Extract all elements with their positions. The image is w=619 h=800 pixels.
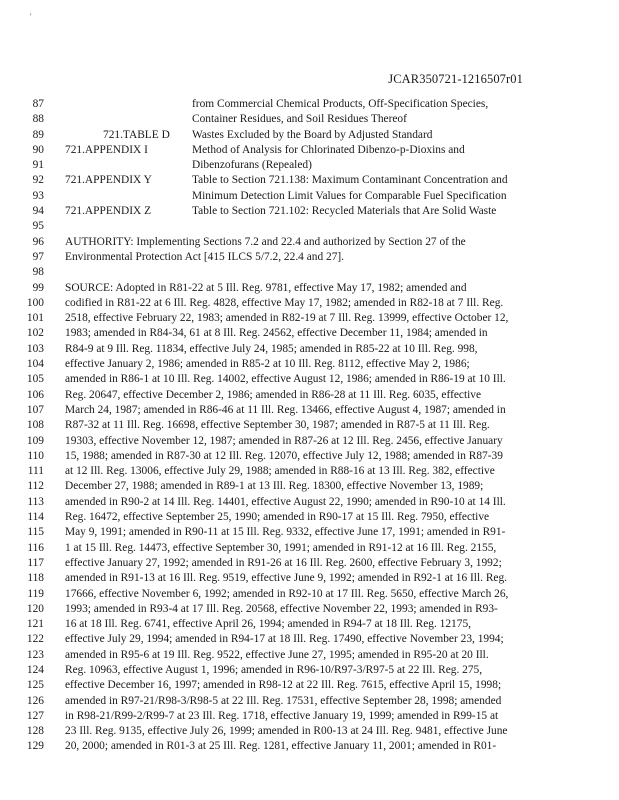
document-line — [0, 418, 619, 433]
line-number: 115 — [27, 526, 44, 539]
line-number: 91 — [32, 159, 44, 172]
line-number: 104 — [26, 358, 44, 371]
line-text: December 27, 1988; amended in R89-1 at 13 Ill. Reg. 18300, effective November 13, 1989; — [65, 480, 484, 493]
document-line — [0, 204, 619, 219]
line-number: 123 — [26, 648, 44, 661]
document-line — [0, 235, 619, 250]
toc-section-ref: 721.APPENDIX Z — [65, 205, 152, 218]
document-line — [0, 709, 619, 724]
line-number: 129 — [26, 740, 44, 753]
document-line — [0, 510, 619, 525]
line-number: 111 — [27, 465, 44, 478]
document-line — [0, 663, 619, 678]
line-number: 93 — [32, 189, 44, 202]
toc-section-title: Wastes Excluded by the Board by Adjusted Standard — [192, 128, 433, 141]
line-text: Reg. 16472, effective September 25, 1990; amended in R90-17 at 15 Ill. Reg. 7950, effective — [65, 511, 490, 524]
line-number: 126 — [26, 694, 44, 707]
line-number: 105 — [26, 373, 44, 386]
line-number: 112 — [27, 480, 44, 493]
line-number: 110 — [27, 449, 44, 462]
line-number: 127 — [26, 709, 44, 722]
line-text: March 24, 1987; amended in R86-46 at 11 Ill. Reg. 13466, effective August 4, 1987; amended in — [65, 403, 506, 416]
line-number: 120 — [26, 602, 44, 615]
line-number: 103 — [26, 342, 44, 355]
line-text: effective January 27, 1992; amended in R91-26 at 16 Ill. Reg. 2600, effective February 3, 1992; — [65, 556, 502, 569]
document-line — [0, 112, 619, 127]
line-text: amended in R86-1 at 10 Ill. Reg. 14002, effective August 12, 1986; amended in R86-19 at 10 Ill. — [65, 373, 506, 386]
document-line — [0, 403, 619, 418]
line-number: 125 — [26, 679, 44, 692]
line-text: R87-32 at 11 Ill. Reg. 16698, effective September 30, 1987; amended in R87-5 at 11 Ill. Reg. — [65, 419, 490, 432]
line-text: AUTHORITY: Implementing Sections 7.2 and 22.4 and authorized by Section 27 of the — [65, 235, 466, 248]
document-line — [0, 311, 619, 326]
document-line — [0, 678, 619, 693]
line-number: 114 — [27, 511, 44, 524]
line-number: 96 — [32, 235, 44, 248]
line-text: Environmental Protection Act [415 ILCS 5/7.2, 22.4 and 27]. — [65, 250, 345, 263]
line-text: codified in R81-22 at 6 Ill. Reg. 4828, effective May 17, 1982; amended in R82-18 at 7 Ill. Reg. — [65, 296, 504, 309]
page-mark: ' — [30, 12, 32, 21]
line-text: 20, 2000; amended in R01-3 at 25 Ill. Reg. 1281, effective January 11, 2001; amended in R01- — [65, 740, 497, 753]
document-line — [0, 525, 619, 540]
line-text: in R98-21/R99-2/R99-7 at 23 Ill. Reg. 1718, effective January 19, 1999; amended in R99-15 at — [65, 709, 499, 722]
line-number: 106 — [26, 388, 44, 401]
document-line — [0, 587, 619, 602]
line-number: 92 — [32, 174, 44, 187]
document-line — [0, 556, 619, 571]
document-line — [0, 372, 619, 387]
line-number: 102 — [26, 327, 44, 340]
line-number: 122 — [26, 633, 44, 646]
line-text: 1 at 15 Ill. Reg. 14473, effective September 30, 1991; amended in R91-12 at 16 Ill. Reg. 2155, — [65, 541, 497, 554]
toc-section-title: Container Residues, and Soil Residues Thereof — [192, 113, 407, 126]
line-text: 15, 1988; amended in R87-30 at 12 Ill. Reg. 12070, effective July 12, 1988; amended in R87-39 — [65, 449, 503, 462]
line-number: 109 — [26, 434, 44, 447]
line-number: 113 — [27, 495, 44, 508]
line-text: at 12 Ill. Reg. 13006, effective July 29, 1988; amended in R88-16 at 13 Ill. Reg. 382, effective — [65, 465, 495, 478]
line-number: 116 — [27, 541, 44, 554]
toc-section-title: Table to Section 721.102: Recycled Materials that Are Solid Waste — [192, 205, 497, 218]
document-line — [0, 326, 619, 341]
toc-section-ref: 721.TABLE D — [103, 128, 170, 141]
document-line — [0, 449, 619, 464]
toc-section-ref: 721.APPENDIX Y — [65, 174, 152, 187]
line-text: 1993; amended in R93-4 at 17 Ill. Reg. 20568, effective November 22, 1993; amended in R93- — [65, 602, 498, 615]
document-line — [0, 296, 619, 311]
line-number: 118 — [27, 572, 44, 585]
line-number: 98 — [32, 266, 44, 279]
document-line — [0, 541, 619, 556]
document-line — [0, 739, 619, 754]
document-line — [0, 617, 619, 632]
document-line — [0, 648, 619, 663]
line-text: effective January 2, 1986; amended in R85-2 at 10 Ill. Reg. 8112, effective May 2, 1986; — [65, 358, 470, 371]
document-line — [0, 342, 619, 357]
line-number: 88 — [32, 113, 44, 126]
line-text: 1983; amended in R84-34, 61 at 8 Ill. Reg. 24562, effective December 11, 1984; amended in — [65, 327, 488, 340]
line-number: 101 — [26, 312, 44, 325]
line-number: 121 — [26, 618, 44, 631]
toc-section-ref: 721.APPENDIX I — [65, 143, 148, 156]
line-number: 99 — [32, 281, 44, 294]
line-text: SOURCE: Adopted in R81-22 at 5 Ill. Reg. 9781, effective May 17, 1982; amended and — [65, 281, 467, 294]
document-line — [0, 189, 619, 204]
document-line — [0, 265, 619, 280]
line-text: amended in R95-6 at 19 Ill. Reg. 9522, effective June 27, 1995; amended in R95-20 at 20 Ill. — [65, 648, 489, 661]
document-line — [0, 250, 619, 265]
toc-section-title: from Commercial Chemical Products, Off-Specification Species, — [192, 98, 489, 110]
line-text: R84-9 at 9 Ill. Reg. 11834, effective July 24, 1985; amended in R85-22 at 10 Ill. Reg. 998, — [65, 342, 478, 355]
document-line — [0, 464, 619, 479]
document-line — [0, 388, 619, 403]
toc-section-title: Table to Section 721.138: Maximum Contaminant Concentration and — [192, 174, 508, 187]
line-number: 89 — [32, 128, 44, 141]
line-number: 95 — [32, 220, 44, 233]
line-text: 16 at 18 Ill. Reg. 6741, effective April 26, 1994; amended in R94-7 at 18 Ill. Reg. 12175, — [65, 618, 471, 631]
line-number: 117 — [27, 556, 44, 569]
document-line — [0, 434, 619, 449]
document-line — [0, 632, 619, 647]
document-line — [0, 143, 619, 158]
document-line — [0, 571, 619, 586]
document-line — [0, 173, 619, 188]
numbered-lines — [0, 97, 619, 755]
line-number: 107 — [26, 403, 44, 416]
line-text: 23 Ill. Reg. 9135, effective July 26, 1999; amended in R00-13 at 24 Ill. Reg. 9481, effective June — [65, 725, 508, 738]
document-line — [0, 602, 619, 617]
line-text: Reg. 10963, effective August 1, 1996; amended in R96-10/R97-3/R97-5 at 22 Ill. Reg. 275, — [65, 663, 483, 676]
line-text: effective July 29, 1994; amended in R94-17 at 18 Ill. Reg. 17490, effective November 23, 1994; — [65, 633, 504, 646]
toc-section-title: Dibenzofurans (Repealed) — [192, 159, 312, 172]
line-number: 97 — [32, 250, 44, 263]
toc-section-title: Minimum Detection Limit Values for Comparable Fuel Specification — [192, 189, 507, 202]
toc-section-title: Method of Analysis for Chlorinated Dibenzo-p-Dioxins and — [192, 143, 465, 156]
line-text: amended in R90-2 at 14 Ill. Reg. 14401, effective August 22, 1990; amended in R90-10 at 14 Ill. — [65, 495, 506, 508]
line-number: 108 — [26, 419, 44, 432]
line-text: amended in R97-21/R98-3/R98-5 at 22 Ill. Reg. 17531, effective September 28, 1998; amended — [65, 694, 502, 707]
document-line — [0, 97, 619, 112]
line-number: 87 — [32, 98, 44, 110]
document-line — [0, 281, 619, 296]
line-text: effective December 16, 1997; amended in R98-12 at 22 Ill. Reg. 7615, effective April 15, 1998; — [65, 679, 502, 692]
document-line — [0, 219, 619, 234]
document-id: JCAR350721-1216507r01 — [388, 72, 523, 86]
document-line — [0, 158, 619, 173]
document-line — [0, 357, 619, 372]
document-line — [0, 724, 619, 739]
document-line — [0, 128, 619, 143]
document-line — [0, 694, 619, 709]
line-text: 17666, effective November 6, 1992; amended in R92-10 at 17 Ill. Reg. 5650, effective March 26, — [65, 587, 509, 600]
line-number: 94 — [32, 205, 44, 218]
line-number: 124 — [26, 663, 44, 676]
line-text: Reg. 20647, effective December 2, 1986; amended in R86-28 at 11 Ill. Reg. 6035, effective — [65, 388, 482, 401]
line-text: 19303, effective November 12, 1987; amended in R87-26 at 12 Ill. Reg. 2456, effective January — [65, 434, 503, 447]
line-number: 119 — [27, 587, 44, 600]
line-number: 128 — [26, 725, 44, 738]
line-text: May 9, 1991; amended in R90-11 at 15 Ill. Reg. 9332, effective June 17, 1991; amended in R91- — [65, 526, 506, 539]
line-text: amended in R91-13 at 16 Ill. Reg. 9519, effective June 9, 1992; amended in R92-1 at 16 Ill. Reg. — [65, 572, 508, 585]
line-number: 100 — [26, 296, 44, 309]
line-number: 90 — [32, 143, 44, 156]
document-line — [0, 479, 619, 494]
document-line — [0, 495, 619, 510]
line-text: 2518, effective February 22, 1983; amended in R82-19 at 7 Ill. Reg. 13999, effective October 12, — [65, 312, 509, 325]
